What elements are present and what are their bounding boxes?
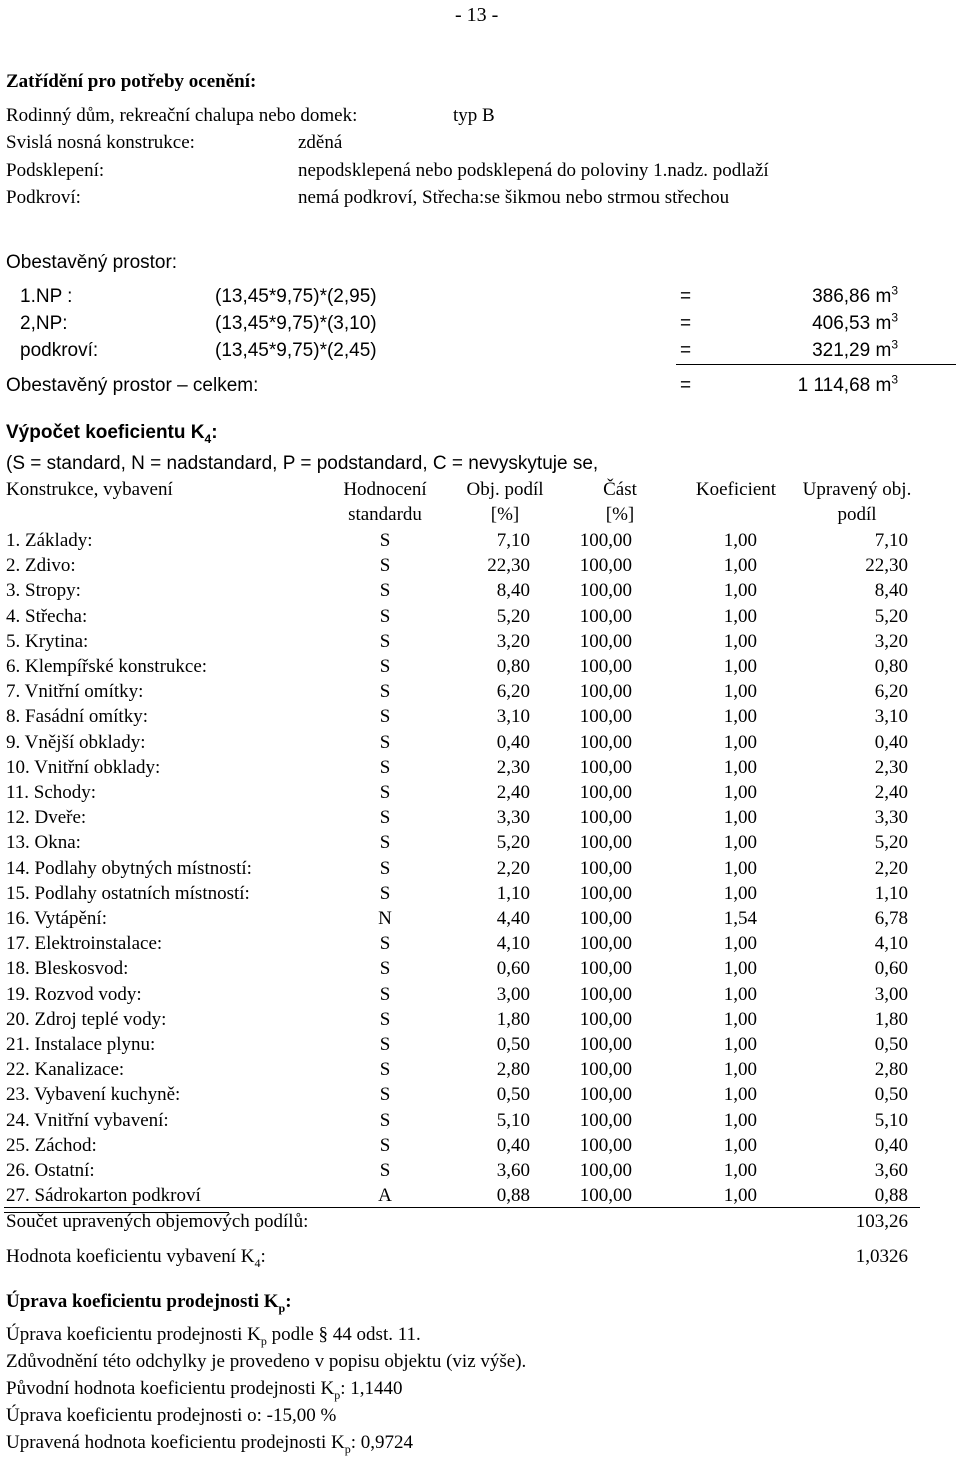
cell-part: 100,00	[579, 1059, 632, 1081]
cell-item-name: 21. Instalace plynu:	[6, 1034, 156, 1055]
table-row	[0, 531, 960, 556]
cell-rating: S	[379, 1084, 391, 1106]
k4-title: Výpočet koeficientu $K_4$:	[6, 422, 218, 446]
table-row	[0, 682, 960, 707]
k4-coef-label: Hodnota koeficientu vybavení $K_4$:	[6, 1246, 266, 1270]
cell-adjusted-share: 22,30	[865, 555, 908, 577]
cell-share: 5,20	[496, 832, 530, 854]
volume-row-2np-formula: (13,45*9,75)*(3,10)	[215, 313, 377, 334]
cell-part: 100,00	[579, 656, 632, 677]
table-row	[0, 985, 960, 1010]
cell-coefficient: 1,00	[723, 756, 757, 778]
cell-item-name: 4. Střecha:	[6, 605, 88, 627]
volume-row-attic-formula: (13,45*9,75)*(2,45)	[215, 340, 377, 361]
cell-part: 100,00	[579, 1034, 632, 1055]
volume-total-eq: =	[680, 375, 692, 396]
cell-coefficient: 1,00	[723, 983, 757, 1005]
cell-coefficient: 1,00	[723, 630, 757, 652]
cell-rating: S	[379, 706, 391, 728]
table-row	[0, 657, 960, 682]
cell-part: 100,00	[579, 1084, 632, 1106]
cell-coefficient: 1,00	[723, 857, 757, 879]
table-row	[0, 859, 960, 884]
cell-share: 0,88	[496, 1185, 530, 1207]
cell-part: 100,00	[579, 681, 632, 703]
classification-attic-label: Podkroví:	[6, 187, 81, 208]
cell-part: 100,00	[579, 908, 632, 929]
k4-header-construction: Konstrukce, vybavení	[6, 479, 173, 500]
volume-row-attic-eq: =	[680, 340, 692, 361]
classification-basement-value: nepodsklepená nebo podsklepená do poloviny 1.nadz. podlaží	[298, 160, 769, 181]
volume-sum-line	[676, 364, 956, 365]
cell-adjusted-share: 5,20	[874, 832, 908, 854]
cell-adjusted-share: 3,60	[874, 1160, 908, 1181]
table-row	[0, 1035, 960, 1060]
table-row	[0, 632, 960, 657]
cell-rating: S	[379, 1008, 391, 1030]
cell-adjusted-share: 7,10	[874, 530, 908, 551]
cell-part: 100,00	[579, 983, 632, 1005]
k4-header-share: Obj. podíl	[466, 479, 544, 500]
cell-share: 5,20	[496, 605, 530, 627]
cell-item-name: 19. Rozvod vody:	[6, 983, 142, 1005]
cell-item-name: 10. Vnitřní obklady:	[6, 756, 161, 778]
cell-adjusted-share: 0,88	[874, 1185, 908, 1207]
cell-item-name: 9. Vnější obklady:	[6, 731, 146, 753]
cell-coefficient: 1,00	[723, 656, 757, 677]
cell-item-name: 8. Fasádní omítky:	[6, 706, 148, 728]
cell-share: 3,60	[496, 1160, 530, 1181]
table-row	[0, 833, 960, 858]
cell-part: 100,00	[579, 1160, 632, 1181]
cell-rating: S	[379, 782, 391, 803]
cell-part: 100,00	[579, 731, 632, 753]
volume-row-2np-value: 406,53 $m^3$	[812, 310, 898, 334]
cell-coefficient: 1,00	[723, 1084, 757, 1106]
cell-rating: S	[379, 530, 391, 551]
cell-adjusted-share: 0,50	[874, 1084, 908, 1106]
cell-rating: S	[379, 1109, 391, 1131]
cell-coefficient: 1,00	[723, 933, 757, 955]
table-row	[0, 1010, 960, 1035]
cell-item-name: 11. Schody:	[6, 782, 97, 803]
table-row	[0, 959, 960, 984]
volume-title: Obestavěný prostor:	[6, 252, 178, 273]
cell-coefficient: 1,00	[723, 1185, 757, 1207]
table-row	[0, 1085, 960, 1110]
cell-share: 0,80	[496, 656, 530, 677]
classification-wall-value: zděná	[298, 132, 343, 153]
kp-title: Úprava koeficientu prodejnosti $K_p$:	[6, 1291, 292, 1315]
cell-share: 2,30	[496, 756, 530, 778]
kp-line-3: Původní hodnota koeficientu prodejnosti $K_p$: 1,1440	[6, 1378, 403, 1402]
cell-item-name: 22. Kanalizace:	[6, 1059, 125, 1081]
table-row	[0, 909, 960, 934]
cell-item-name: 7. Vnitřní omítky:	[6, 681, 144, 703]
classification-title: Zatřídění pro potřeby ocenění:	[6, 71, 257, 92]
cell-rating: S	[379, 580, 391, 602]
cell-part: 100,00	[579, 580, 632, 602]
cell-part: 100,00	[579, 1185, 632, 1207]
volume-row-1np-label: 1.NP :	[20, 286, 73, 307]
cell-share: 0,40	[496, 731, 530, 753]
cell-share: 4,10	[496, 933, 530, 955]
cell-share: 5,10	[496, 1109, 530, 1131]
cell-adjusted-share: 0,60	[874, 958, 908, 980]
k4-header-adjusted: Upravený obj.	[802, 479, 912, 500]
cell-coefficient: 1,00	[723, 882, 757, 904]
classification-wall-label: Svislá nosná konstrukce:	[6, 132, 195, 153]
cell-coefficient: 1,54	[723, 908, 757, 929]
cell-item-name: 1. Základy:	[6, 530, 93, 551]
cell-share: 0,50	[496, 1034, 530, 1055]
k4-sum-label: Součet upravených objemových podílů:	[6, 1211, 309, 1232]
volume-total-value: 1 114,68 $m^3$	[797, 372, 898, 396]
cell-share: 0,60	[496, 958, 530, 980]
cell-share: 2,80	[496, 1059, 530, 1081]
cell-coefficient: 1,00	[723, 681, 757, 703]
table-row	[0, 581, 960, 606]
table-row	[0, 1111, 960, 1136]
cell-adjusted-share: 5,10	[874, 1109, 908, 1131]
kp-line-4: Úprava koeficientu prodejnosti o: -15,00 %	[6, 1405, 337, 1426]
cell-rating: S	[379, 555, 391, 577]
cell-coefficient: 1,00	[723, 580, 757, 602]
cell-rating: N	[378, 908, 392, 929]
cell-adjusted-share: 6,78	[874, 908, 908, 929]
cell-item-name: 3. Stropy:	[6, 580, 81, 602]
volume-row-1np-eq: =	[680, 286, 692, 307]
classification-basement-label: Podsklepení:	[6, 160, 105, 181]
cell-coefficient: 1,00	[723, 605, 757, 627]
cell-share: 0,50	[496, 1084, 530, 1106]
cell-part: 100,00	[579, 630, 632, 652]
cell-share: 3,00	[496, 983, 530, 1005]
cell-adjusted-share: 1,80	[874, 1008, 908, 1030]
cell-coefficient: 1,00	[723, 530, 757, 551]
volume-row-1np-formula: (13,45*9,75)*(2,95)	[215, 286, 377, 307]
k4-header-share-unit: [%]	[490, 504, 520, 525]
table-row	[0, 707, 960, 732]
table-row	[0, 1161, 960, 1186]
volume-row-2np-label: 2,NP:	[20, 313, 68, 334]
cell-item-name: 12. Dveře:	[6, 807, 87, 829]
cell-coefficient: 1,00	[723, 782, 757, 803]
volume-row-attic-label: podkroví:	[20, 340, 99, 361]
cell-rating: S	[379, 933, 391, 955]
table-row	[0, 884, 960, 909]
cell-adjusted-share: 0,80	[874, 656, 908, 677]
cell-share: 0,40	[496, 1134, 530, 1156]
cell-part: 100,00	[579, 1134, 632, 1156]
table-row	[0, 758, 960, 783]
classification-attic-value: nemá podkroví, Střecha:se šikmou nebo strmou střechou	[298, 187, 730, 208]
cell-rating: S	[379, 1134, 391, 1156]
cell-item-name: 24. Vnitřní vybavení:	[6, 1109, 169, 1131]
cell-rating: S	[379, 832, 391, 854]
k4-header-part: Část	[603, 479, 637, 500]
table-row	[0, 1136, 960, 1161]
cell-rating: S	[379, 807, 391, 829]
cell-part: 100,00	[579, 807, 632, 829]
cell-item-name: 2. Zdivo:	[6, 555, 76, 577]
cell-part: 100,00	[579, 605, 632, 627]
cell-rating: S	[379, 882, 391, 904]
cell-item-name: 15. Podlahy ostatních místností:	[6, 882, 250, 904]
cell-coefficient: 1,00	[723, 807, 757, 829]
cell-rating: S	[379, 605, 391, 627]
cell-adjusted-share: 5,20	[874, 605, 908, 627]
cell-part: 100,00	[579, 530, 632, 551]
cell-item-name: 23. Vybavení kuchyně:	[6, 1084, 181, 1106]
cell-rating: S	[379, 1034, 391, 1055]
cell-rating: S	[379, 1160, 391, 1181]
cell-item-name: 16. Vytápění:	[6, 908, 107, 929]
cell-item-name: 18. Bleskosvod:	[6, 958, 129, 980]
cell-rating: S	[379, 630, 391, 652]
cell-share: 3,20	[496, 630, 530, 652]
cell-coefficient: 1,00	[723, 958, 757, 980]
cell-item-name: 14. Podlahy obytných místností:	[6, 857, 252, 879]
cell-part: 100,00	[579, 882, 632, 904]
k4-header-part-unit: [%]	[605, 504, 635, 525]
volume-row-2np-eq: =	[680, 313, 692, 334]
k4-sum-value: 103,26	[855, 1211, 908, 1232]
k4-sum-line	[4, 1207, 920, 1208]
volume-total-label: Obestavěný prostor – celkem:	[6, 375, 259, 396]
cell-adjusted-share: 2,30	[874, 756, 908, 778]
cell-adjusted-share: 1,10	[874, 882, 908, 904]
kp-line-5: Upravená hodnota koeficientu prodejnosti $K_p$: 0,9724	[6, 1432, 414, 1456]
cell-rating: S	[379, 958, 391, 980]
cell-item-name: 6. Klempířské konstrukce:	[6, 656, 208, 677]
cell-share: 1,80	[496, 1008, 530, 1030]
table-row	[0, 783, 960, 808]
cell-share: 22,30	[487, 555, 530, 577]
k4-header-rating-2: standardu	[348, 504, 422, 525]
cell-part: 100,00	[579, 958, 632, 980]
cell-coefficient: 1,00	[723, 1109, 757, 1131]
cell-adjusted-share: 2,40	[874, 782, 908, 803]
cell-adjusted-share: 3,20	[874, 630, 908, 652]
page-number: - 13 -	[455, 4, 499, 26]
cell-coefficient: 1,00	[723, 555, 757, 577]
k4-legend: (S = standard, N = nadstandard, P = podstandard, C = nevyskytuje se,	[6, 453, 599, 474]
cell-part: 100,00	[579, 782, 632, 803]
cell-share: 3,10	[496, 706, 530, 728]
cell-share: 8,40	[496, 580, 530, 602]
cell-adjusted-share: 0,40	[874, 1134, 908, 1156]
k4-header-adjusted-2: podíl	[837, 504, 877, 525]
k4-header-coefficient: Koeficient	[695, 479, 777, 500]
cell-adjusted-share: 3,10	[874, 706, 908, 728]
cell-item-name: 17. Elektroinstalace:	[6, 933, 163, 955]
table-row	[0, 733, 960, 758]
k4-coef-value: 1,0326	[855, 1246, 908, 1267]
cell-part: 100,00	[579, 1109, 632, 1131]
volume-row-attic-value: 321,29 $m^3$	[812, 337, 898, 361]
kp-line-1: Úprava koeficientu prodejnosti $K_p$ podle § 44 odst. 11.	[6, 1324, 421, 1348]
cell-coefficient: 1,00	[723, 1008, 757, 1030]
cell-adjusted-share: 8,40	[874, 580, 908, 602]
cell-adjusted-share: 6,20	[874, 681, 908, 703]
cell-coefficient: 1,00	[723, 706, 757, 728]
cell-coefficient: 1,00	[723, 1059, 757, 1081]
cell-adjusted-share: 4,10	[874, 933, 908, 955]
cell-share: 2,20	[496, 857, 530, 879]
cell-rating: S	[379, 857, 391, 879]
cell-rating: S	[379, 681, 391, 703]
table-row	[0, 607, 960, 632]
cell-rating: S	[379, 656, 391, 677]
cell-item-name: 20. Zdroj teplé vody:	[6, 1008, 167, 1030]
cell-adjusted-share: 3,00	[874, 983, 908, 1005]
cell-share: 3,30	[496, 807, 530, 829]
cell-rating: S	[379, 731, 391, 753]
cell-part: 100,00	[579, 933, 632, 955]
cell-rating: S	[379, 756, 391, 778]
cell-coefficient: 1,00	[723, 832, 757, 854]
volume-row-1np-value: 386,86 $m^3$	[812, 283, 898, 307]
cell-adjusted-share: 3,30	[874, 807, 908, 829]
cell-item-name: 25. Záchod:	[6, 1134, 97, 1156]
cell-share: 7,10	[496, 530, 530, 551]
cell-part: 100,00	[579, 857, 632, 879]
cell-item-name: 5. Krytina:	[6, 630, 89, 652]
cell-part: 100,00	[579, 706, 632, 728]
cell-part: 100,00	[579, 832, 632, 854]
cell-coefficient: 1,00	[723, 1034, 757, 1055]
cell-part: 100,00	[579, 555, 632, 577]
cell-share: 1,10	[496, 882, 530, 904]
cell-part: 100,00	[579, 756, 632, 778]
table-row	[0, 1060, 960, 1085]
cell-item-name: 27. Sádrokarton podkroví	[6, 1185, 201, 1207]
cell-adjusted-share: 2,20	[874, 857, 908, 879]
cell-adjusted-share: 0,50	[874, 1034, 908, 1055]
cell-share: 6,20	[496, 681, 530, 703]
cell-adjusted-share: 2,80	[874, 1059, 908, 1081]
cell-item-name: 26. Ostatní:	[6, 1160, 95, 1181]
cell-rating: A	[378, 1185, 392, 1207]
classification-type-label: Rodinný dům, rekreační chalupa nebo domek:	[6, 105, 358, 126]
cell-rating: S	[379, 983, 391, 1005]
cell-coefficient: 1,00	[723, 1134, 757, 1156]
cell-coefficient: 1,00	[723, 1160, 757, 1181]
k4-header-rating: Hodnocení	[343, 479, 427, 500]
table-row	[0, 556, 960, 581]
cell-coefficient: 1,00	[723, 731, 757, 753]
cell-adjusted-share: 0,40	[874, 731, 908, 753]
cell-item-name: 13. Okna:	[6, 832, 81, 854]
table-row	[0, 808, 960, 833]
cell-rating: S	[379, 1059, 391, 1081]
cell-part: 100,00	[579, 1008, 632, 1030]
cell-share: 4,40	[496, 908, 530, 929]
cell-share: 2,40	[496, 782, 530, 803]
kp-line-2: Zdůvodnění této odchylky je provedeno v popisu objektu (viz výše).	[6, 1351, 527, 1372]
table-row	[0, 934, 960, 959]
classification-type-value: typ B	[453, 105, 495, 126]
